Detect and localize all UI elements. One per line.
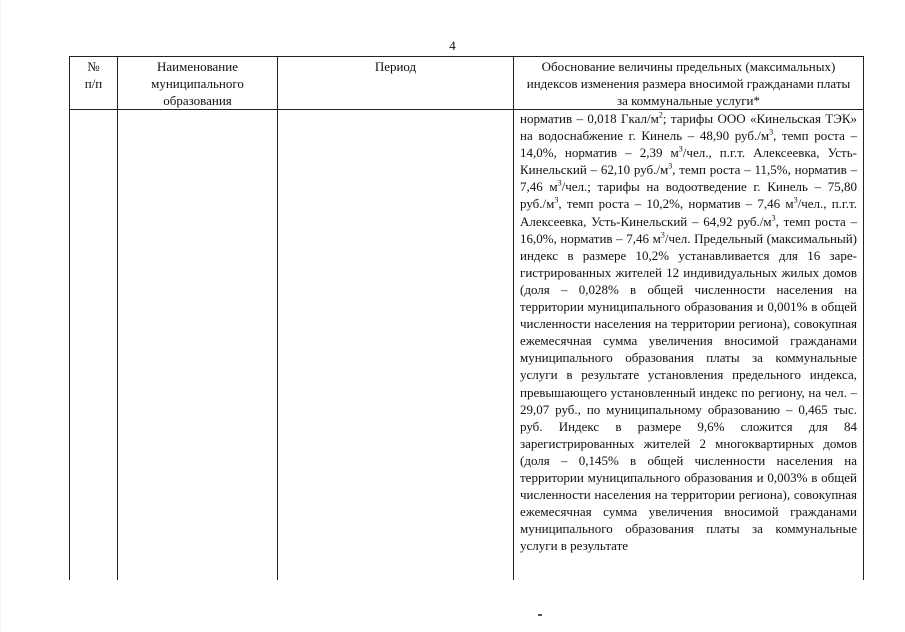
header-number-line1: № bbox=[87, 59, 100, 74]
header-justification-line1: Обоснование величины предельных (максимальных) bbox=[541, 59, 836, 74]
justification-text bbox=[514, 110, 863, 554]
text-segment: , темп роста – 16,0%, норматив – 7,46 м bbox=[520, 213, 857, 246]
header-justification-line3: за коммунальные услуги* bbox=[616, 93, 761, 108]
header-number-line2: п/п bbox=[84, 76, 103, 91]
text-segment: норматив – 0,018 Гкал/м bbox=[520, 111, 659, 126]
text-segment: , темп роста – 10,2%, норматив – 7,46 м bbox=[558, 196, 794, 212]
text-segment: /чел., п.г.т. Алексеевка, Усть-Кинельский – 64,92 руб./м bbox=[520, 196, 857, 229]
superscript: 3 bbox=[771, 213, 776, 223]
page-number: 4 bbox=[449, 38, 456, 53]
superscript: 3 bbox=[557, 179, 562, 189]
text-segment: /чел. Предельный (максимальный) индекс в размере 10,2% устанавливается для 16 заре-гистрированных жителей 12 индивидуальных жилых домов (доля – 0,028% в общей численности населения на территории муниципального образования и 0,001% в общей численности населения на территории региона), совокупная ежемесячная сумма увеличения вносимой гражданами муниципального образования платы за коммунальные услуги в результате установления предельного индекса, превышающего установленный индекс по региону, на чел. – 29,07 руб., по муниципальному образованию – 0,465 тыс. руб. Индекс в размере 9,6% сложится для 84 зарегистрированных жителей 2 многоквартирных домов (доля – 0,145% в общей численности населения на территории муниципального образования и 0,003% в общей численности населения на территории региона), совокупная ежемесячная сумма увеличения вносимой гражданами муниципального образования платы за коммунальные услуги в результате bbox=[520, 230, 857, 554]
text-segment: /чел., п.г.т. Алексеевка, Усть-Кинельский – 62,10 руб./м bbox=[520, 145, 857, 178]
superscript: 3 bbox=[660, 230, 665, 240]
superscript: 3 bbox=[668, 161, 673, 171]
header-number bbox=[70, 57, 118, 110]
text-segment: , темп роста – 14,0%, норматив – 2,39 м bbox=[520, 128, 858, 161]
scan-artifact bbox=[538, 614, 542, 616]
superscript: 3 bbox=[554, 196, 559, 206]
cell-justification bbox=[514, 110, 864, 581]
header-municipality-line1: Наименование bbox=[157, 59, 238, 74]
scan-edge-shadow bbox=[0, 0, 2, 632]
header-municipality-line3: образования bbox=[163, 93, 232, 108]
header-period: Период bbox=[278, 57, 514, 110]
table-row bbox=[70, 110, 864, 581]
table-header-row bbox=[70, 57, 864, 110]
superscript: 3 bbox=[793, 196, 798, 206]
header-municipality bbox=[118, 57, 278, 110]
tariff-table bbox=[69, 56, 864, 580]
text-segment: , темп роста – 11,5%, норматив – 7,46 м bbox=[520, 162, 858, 195]
header-municipality-line2: муниципального bbox=[151, 76, 244, 91]
cell-period bbox=[278, 110, 514, 581]
header-justification-line2: индексов изменения размера вносимой гражданами платы bbox=[526, 76, 851, 91]
cell-number bbox=[70, 110, 118, 581]
superscript: 2 bbox=[658, 110, 663, 120]
cell-municipality bbox=[118, 110, 278, 581]
superscript: 3 bbox=[769, 127, 774, 137]
text-segment: /чел.; тарифы на водоотведение г. Кинель – 75,80 руб./м bbox=[520, 179, 857, 212]
header-justification bbox=[514, 57, 864, 110]
superscript: 3 bbox=[678, 144, 683, 154]
text-segment: ; тарифы ООО «Кинельская ТЭК» на водоснабжение г. Кинель – 48,90 руб./м bbox=[520, 111, 857, 144]
